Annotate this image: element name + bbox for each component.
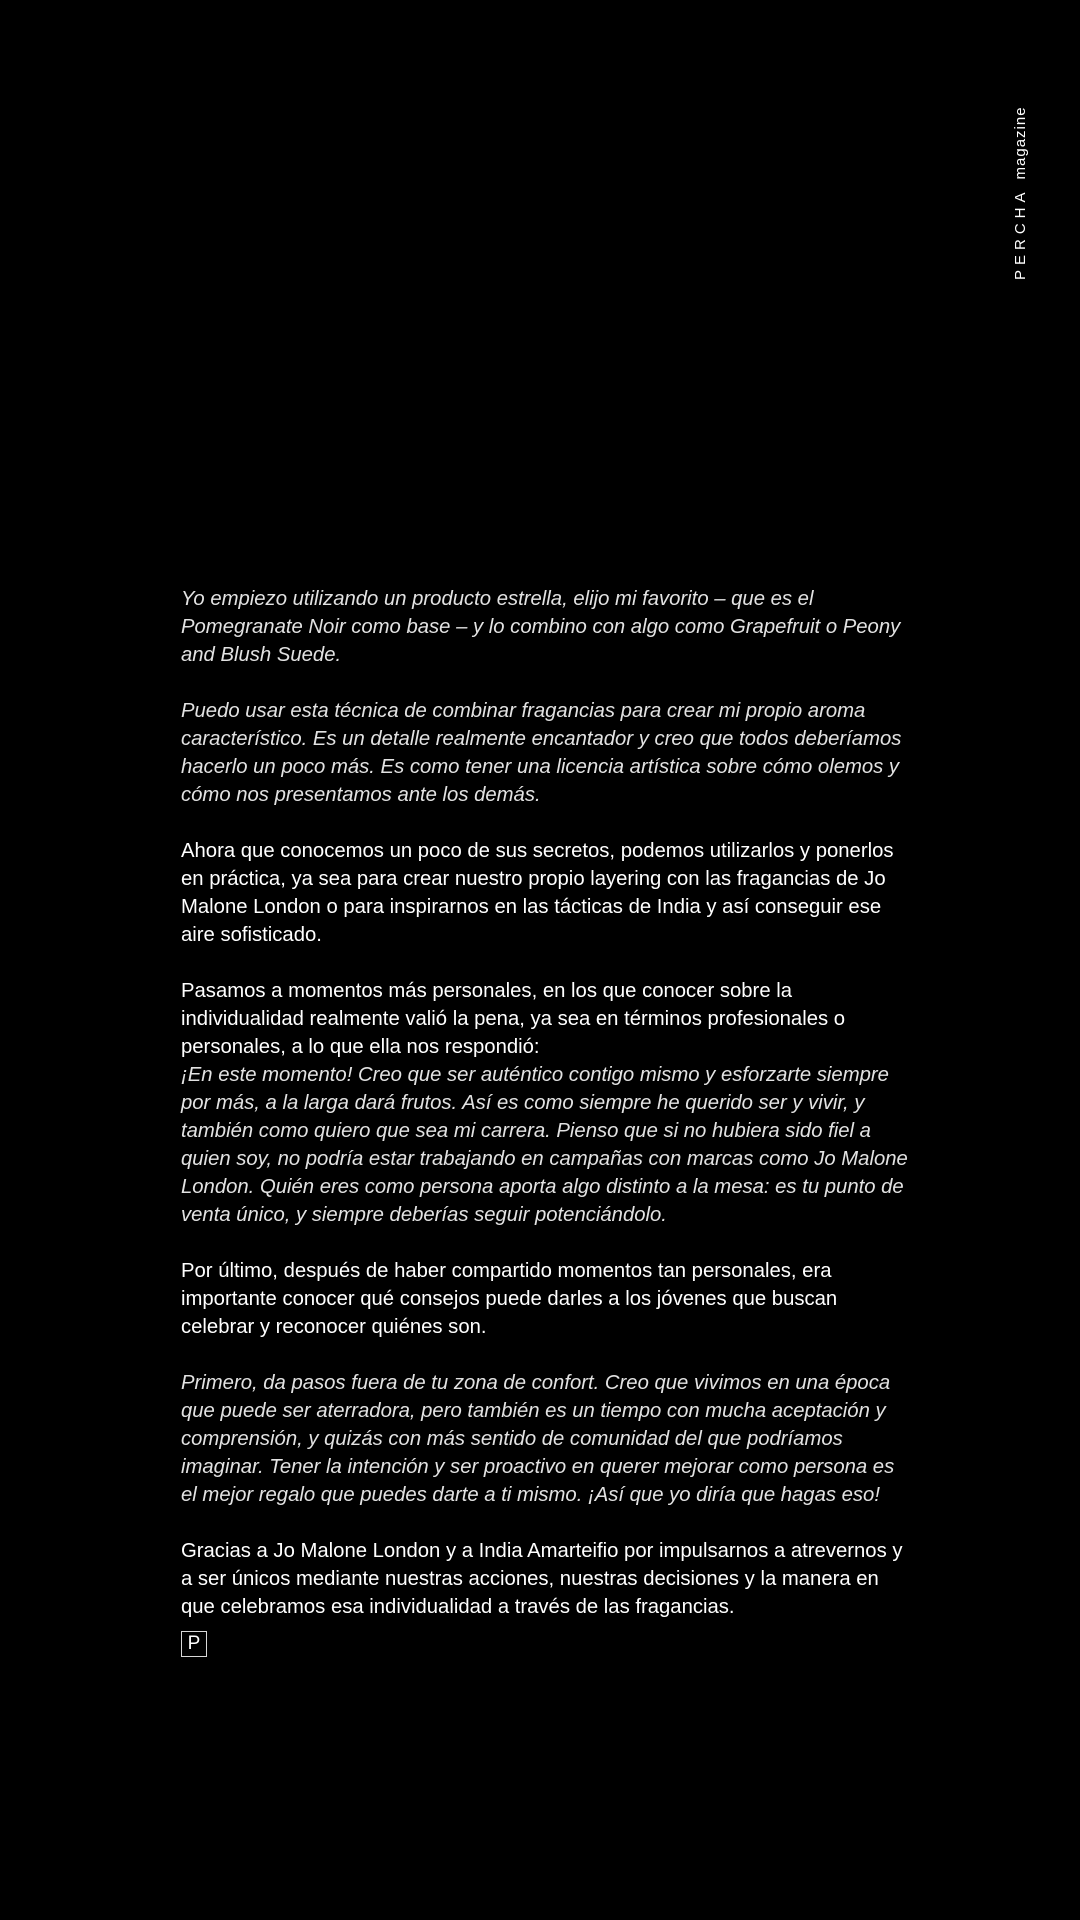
quote-paragraph: ¡En este momento! Creo que ser auténtico contigo mismo y esforzarte siempre por más, a la larga dará frutos. Así es como siempre he querido ser y vivir, y también como quiero que sea mi carrera. Pienso que si no hubiera sido fiel a quien soy, no podría estar trabajando en campañas con marcas como Jo Malone London. Quién eres como persona aporta algo distinto a la mesa: es tu punto de venta único, y siempre deberías seguir potenciándolo.: [181, 1064, 908, 1226]
quote-paragraph: Primero, da pasos fuera de tu zona de confort. Creo que vivimos en una época que puede ser aterradora, pero también es un tiempo con mucha aceptación y comprensión, y quizás con más sentido de comunidad del que podríamos imaginar. Tener la intención y ser proactivo en querer mejorar como persona es el mejor regalo que puedes darte a ti mismo. ¡Así que yo diría que hagas eso!: [181, 1372, 895, 1506]
quote-paragraph: Yo empiezo utilizando un producto estrella, elijo mi favorito – que es el Pomegranate Noir como base – y lo combino con algo como Grapefruit o Peony and Blush Suede.: [181, 588, 901, 666]
quote-paragraph: Puedo usar esta técnica de combinar fragancias para crear mi propio aroma característico. Es un detalle realmente encantador y creo que todos deberíamos hacerlo un poco más. Es como tener una licencia artística sobre cómo olemos y cómo nos presentamos ante los demás.: [181, 700, 902, 806]
body-paragraph: Pasamos a momentos más personales, en los que conocer sobre la individualidad realmente valió la pena, ya sea en términos profesionales o personales, a lo que ella nos respondió:: [181, 980, 846, 1058]
body-paragraph: Ahora que conocemos un poco de sus secretos, podemos utilizarlos y ponerlos en práctica, ya sea para crear nuestro propio layering con las fragancias de Jo Malone London o para inspirarnos en las tácticas de India y así conseguir ese aire sofisticado.: [181, 840, 894, 946]
article-body: [181, 585, 911, 1657]
brand-subtitle: magazine: [1012, 106, 1029, 180]
body-paragraph: Gracias a Jo Malone London y a India Amarteifio por impulsarnos a atrevernos y a ser únicos mediante nuestras acciones, nuestras decisiones y la manera en que celebramos esa individualidad a través de las fragancias.: [181, 1540, 903, 1618]
body-paragraph: Por último, después de haber compartido momentos tan personales, era importante conocer qué consejos puede darles a los jóvenes que buscan celebrar y reconocer quiénes son.: [181, 1260, 838, 1338]
brand-name: PERCHA: [1012, 187, 1029, 280]
brand-vertical-label: [1012, 106, 1030, 280]
percha-end-mark-icon: P: [181, 1631, 207, 1657]
